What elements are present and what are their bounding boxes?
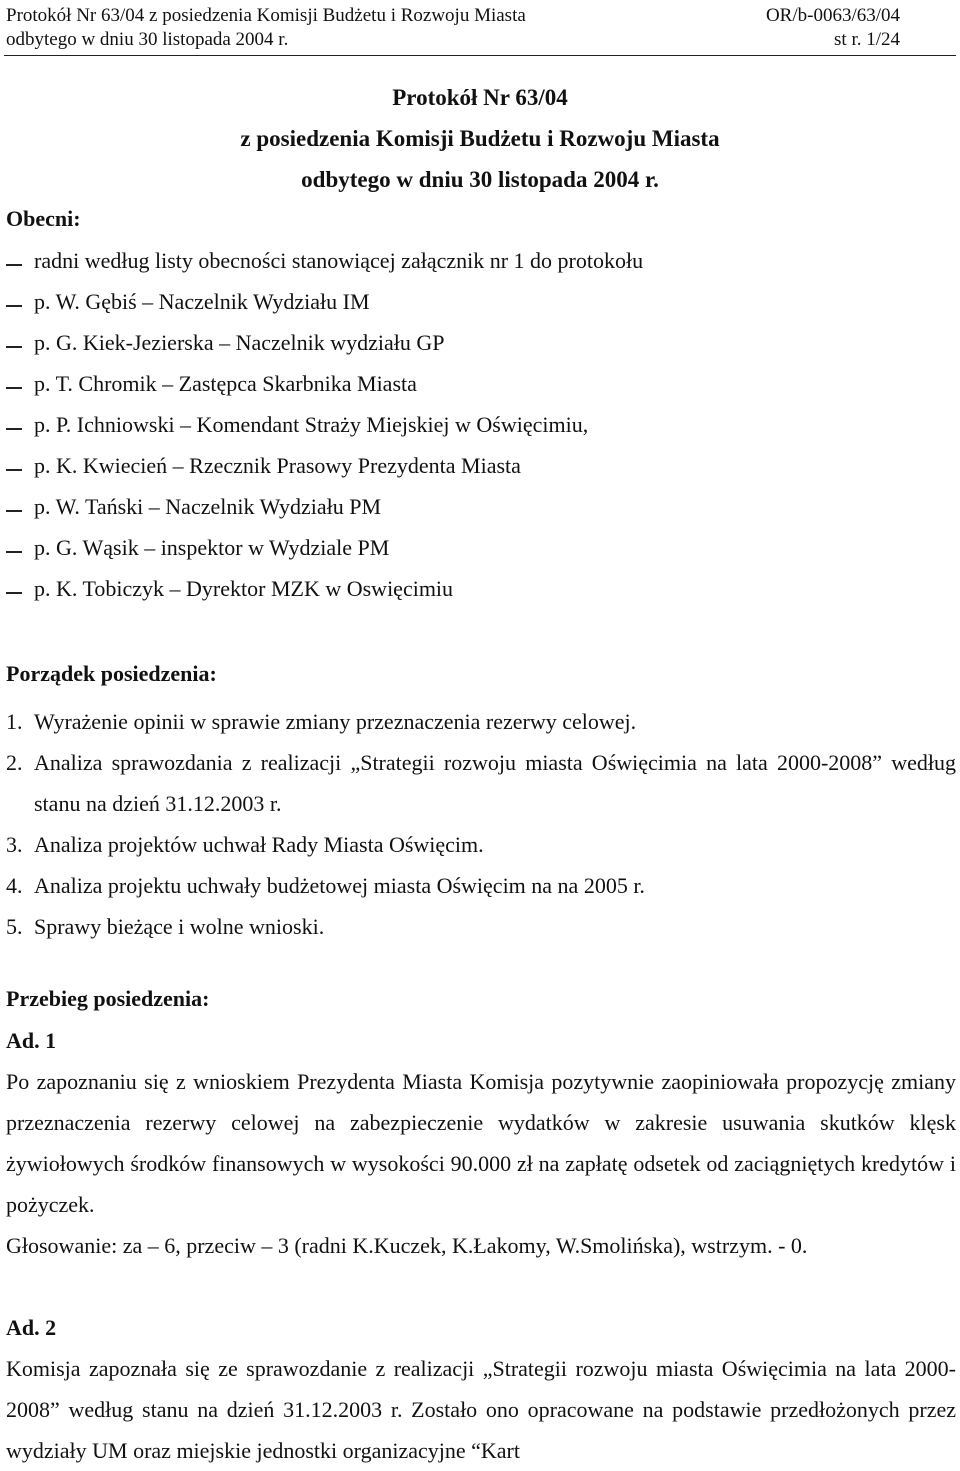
agenda-number: 5. <box>6 914 23 939</box>
agenda-item <box>6 824 956 865</box>
agenda-number: 3. <box>6 832 23 857</box>
agenda-text: Analiza projektu uchwały budżetowej miasta Oświęcim na na 2005 r. <box>34 873 645 898</box>
agenda-number: 1. <box>6 709 23 734</box>
header-page-number: st r. 1/24 <box>834 29 900 50</box>
list-item <box>6 534 643 575</box>
list-item <box>6 247 643 288</box>
page-header <box>6 4 900 52</box>
agenda-item <box>6 906 956 947</box>
agenda-text: Sprawy bieżące i wolne wnioski. <box>34 914 325 939</box>
title-line-2: z posiedzenia Komisji Budżetu i Rozwoju Miasta <box>240 126 720 151</box>
ad1-label: Ad. 1 <box>6 1028 57 1053</box>
attendee-text: radni według listy obecności stanowiącej załącznik nr 1 do protokołu <box>34 248 644 273</box>
attendee-text: p. W. Tański – Naczelnik Wydziału PM <box>34 494 382 519</box>
agenda-heading: Porządek posiedzenia: <box>6 661 217 686</box>
agenda-item <box>6 865 956 906</box>
attendee-text: p. T. Chromik – Zastępca Skarbnika Miasta <box>34 371 417 396</box>
attendee-text: p. G. Kiek-Jezierska – Naczelnik wydziału GP <box>34 330 445 355</box>
document-title <box>0 85 960 111</box>
attendee-text: p. W. Gębiś – Naczelnik Wydziału IM <box>34 289 370 314</box>
header-date: odbytego w dniu 30 listopada 2004 r. <box>6 29 289 50</box>
header-reference: OR/b-0063/63/04 <box>765 5 900 26</box>
attendance-list <box>6 247 643 616</box>
ad2-label: Ad. 2 <box>6 1315 57 1340</box>
title-line-3: odbytego w dniu 30 listopada 2004 r. <box>301 167 659 192</box>
header-row-1 <box>6 4 900 28</box>
document-date <box>0 167 960 193</box>
attendee-text: p. K. Tobiczyk – Dyrektor MZK w Oswięcimiu <box>34 576 454 601</box>
proceedings-heading: Przebieg posiedzenia: <box>6 986 210 1011</box>
title-line-1: Protokół Nr 63/04 <box>392 85 568 110</box>
header-title: Protokół Nr 63/04 z posiedzenia Komisji Budżetu i Rozwoju Miasta <box>6 5 526 26</box>
ad2-paragraph: Komisja zapoznała się ze sprawozdanie z realizacji „Strategii rozwoju miasta Oświęcimia na lata 2000-2008” według stanu na dzień 31.12.2003 r. Zostało ono opracowane na podstawie przedłożonych przez wydziały UM oraz miejskie jednostki organizacyjne “Kart <box>6 1356 956 1463</box>
document-subtitle <box>0 126 960 152</box>
attendee-text: p. K. Kwiecień – Rzecznik Prasowy Prezydenta Miasta <box>34 453 521 478</box>
agenda-item <box>6 742 956 824</box>
list-item <box>6 452 643 493</box>
agenda-list <box>6 701 956 947</box>
ad1-paragraph: Po zapoznaniu się z wnioskiem Prezydenta Miasta Komisja pozytywnie zaopiniowała propozycję zmiany przeznaczenia rezerwy celowej na zabezpieczenie wydatków w zakresie usuwania skutków klęsk żywiołowych środków finansowych w wysokości 90.000 zł na zapłatę odsetek od zaciągniętych kredytów i pożyczek. <box>6 1069 956 1217</box>
list-item <box>6 411 643 452</box>
header-row-2 <box>6 28 900 52</box>
agenda-item <box>6 701 956 742</box>
ad1-vote: Głosowanie: za – 6, przeciw – 3 (radni K.Kuczek, K.Łakomy, W.Smolińska), wstrzym. - 0. <box>6 1233 808 1258</box>
header-divider <box>4 55 956 56</box>
list-item <box>6 370 643 411</box>
agenda-text: Wyrażenie opinii w sprawie zmiany przeznaczenia rezerwy celowej. <box>34 709 637 734</box>
list-item <box>6 493 643 534</box>
agenda-text: Analiza sprawozdania z realizacji „Strategii rozwoju miasta Oświęcimia na lata 2000-2008” według stanu na dzień 31.12.2003 r. <box>34 750 956 816</box>
attendee-text: p. G. Wąsik – inspektor w Wydziale PM <box>34 535 390 560</box>
agenda-text: Analiza projektów uchwał Rady Miasta Oświęcim. <box>34 832 484 857</box>
agenda-number: 2. <box>6 750 23 775</box>
list-item <box>6 329 643 370</box>
list-item <box>6 288 643 329</box>
list-item <box>6 575 643 616</box>
attendee-text: p. P. Ichniowski – Komendant Straży Miejskiej w Oświęcimiu, <box>34 412 589 437</box>
agenda-number: 4. <box>6 873 23 898</box>
attendance-heading: Obecni: <box>6 206 81 231</box>
